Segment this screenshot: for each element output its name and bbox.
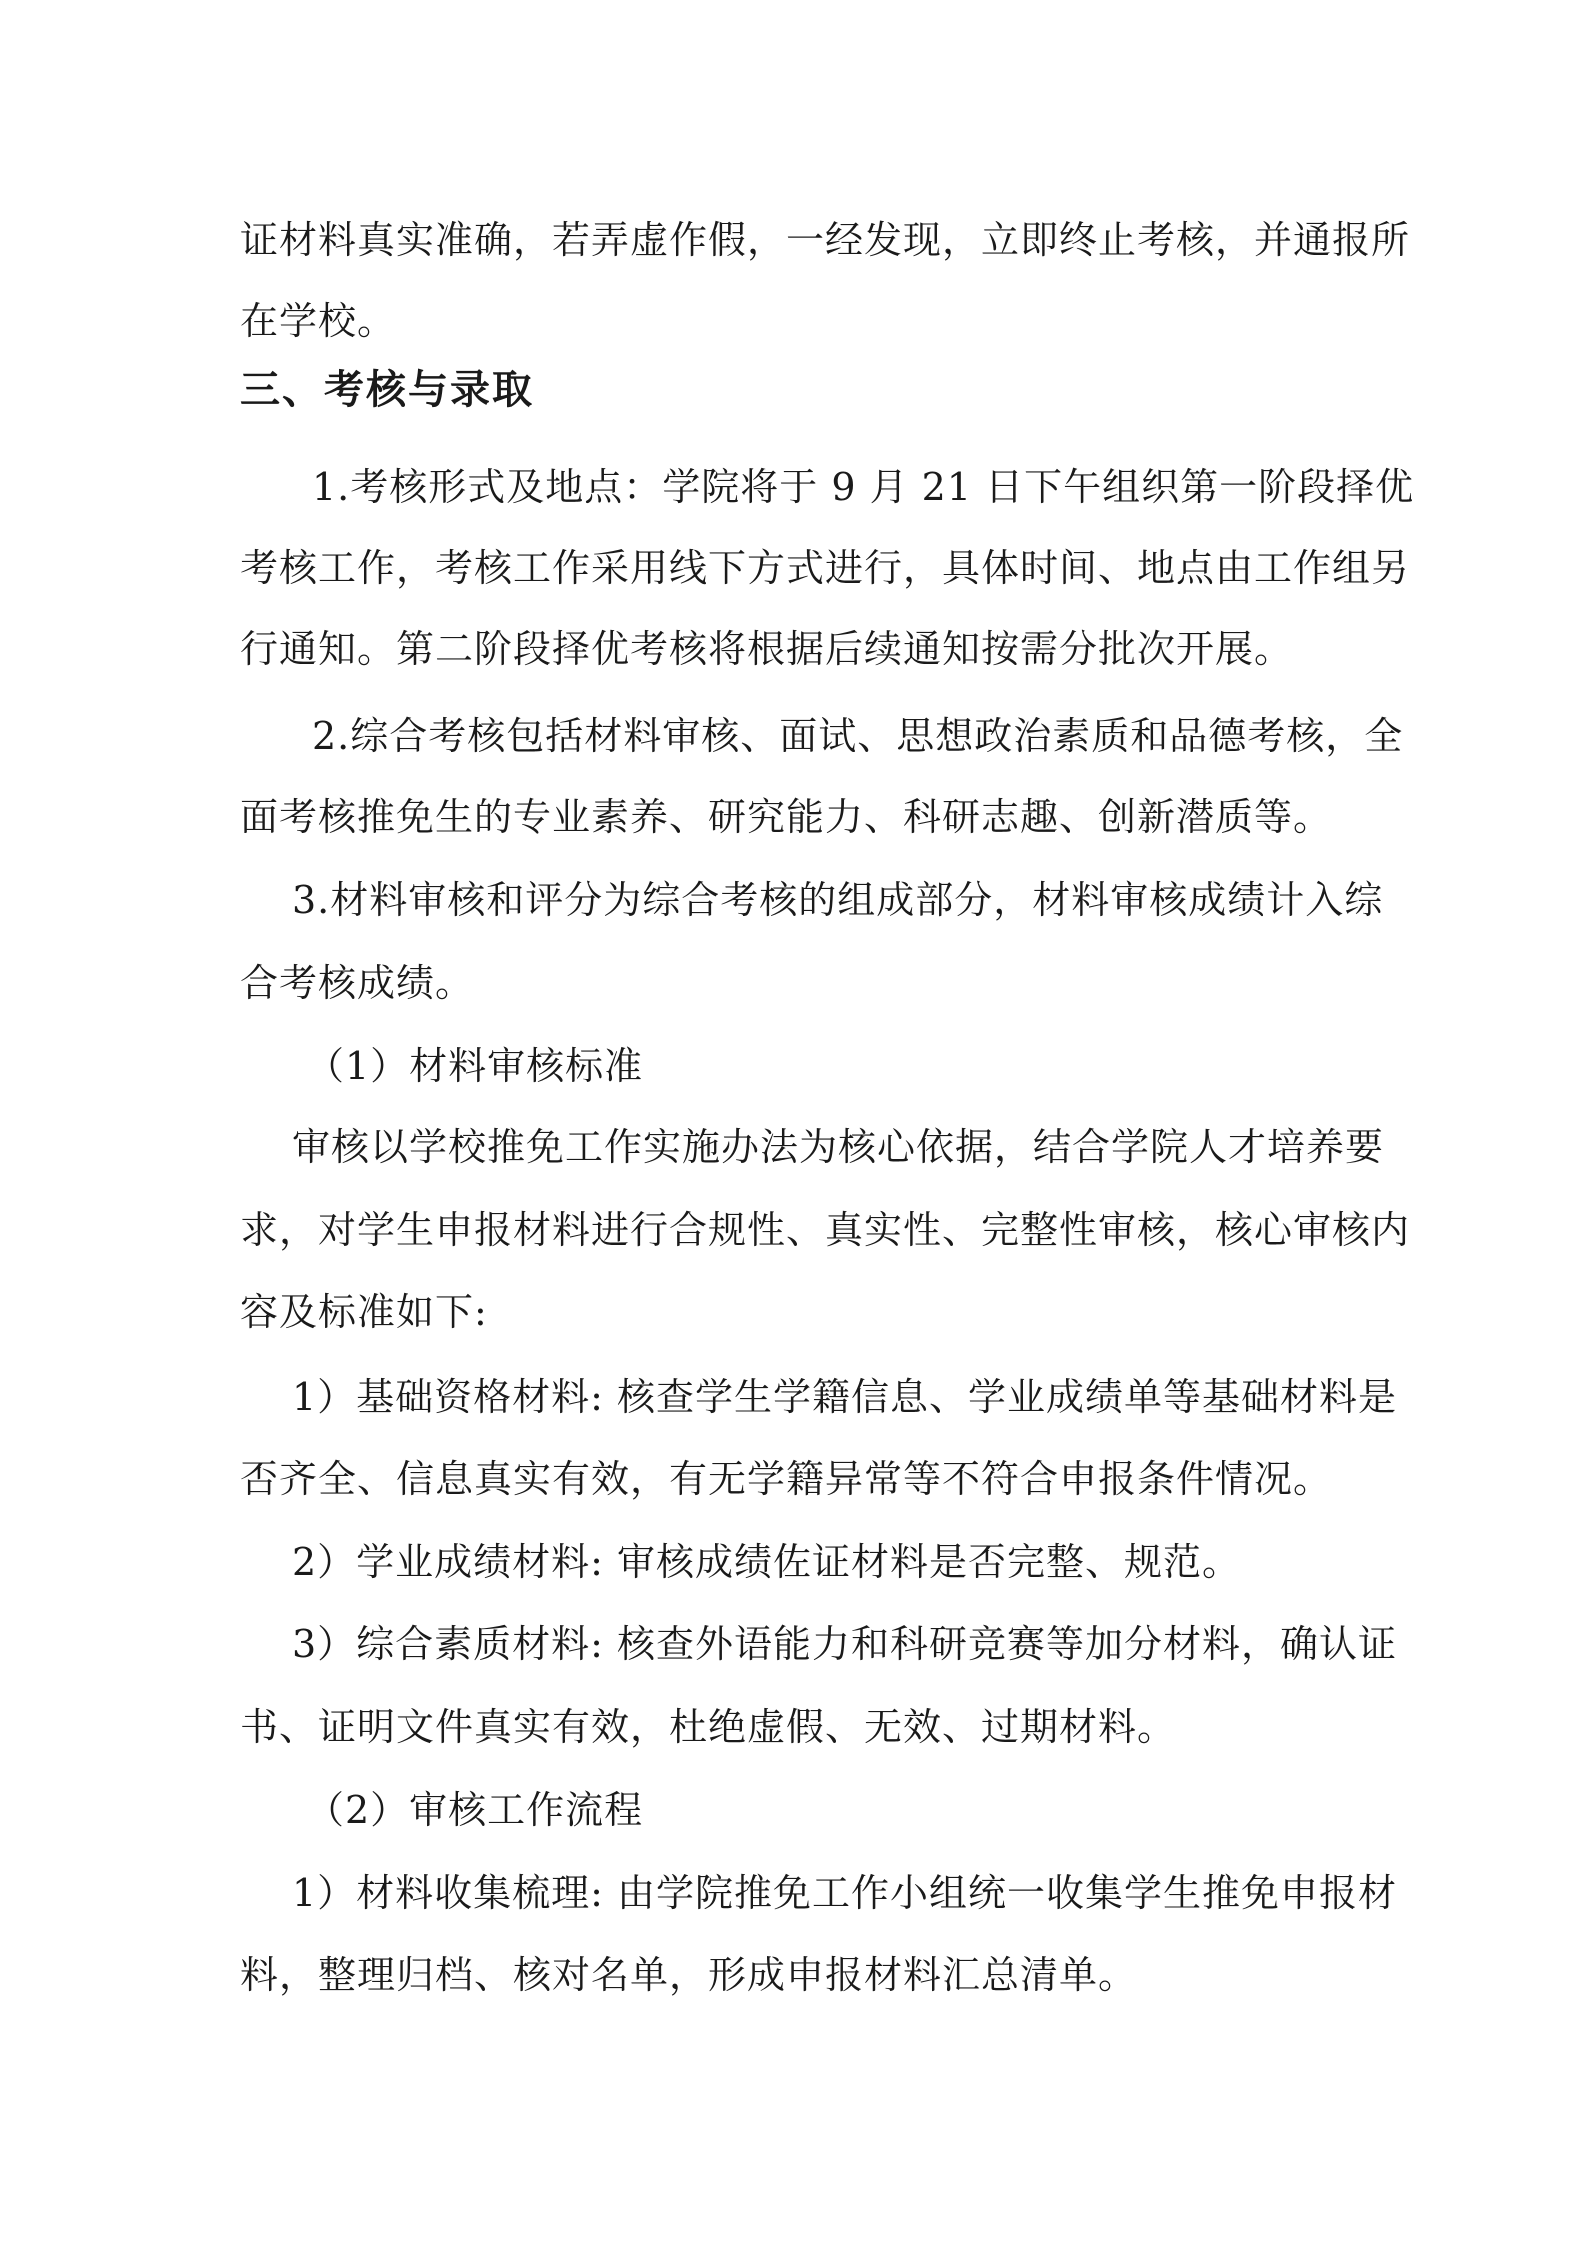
sub2-point-1-line: 1）材料收集梳理: 由学院推免工作小组统一收集学生推免申报材 xyxy=(292,1871,1398,1915)
sub1-intro-line: 求，对学生申报材料进行合规性、真实性、完整性审核，核心审核内 xyxy=(240,1208,1411,1252)
sub1-point-1-line: 1）基础资格材料: 核查学生学籍信息、学业成绩单等基础材料是 xyxy=(292,1375,1398,1419)
sub1-point-3-line: 3）综合素质材料: 核查外语能力和科研竞赛等加分材料，确认证 xyxy=(292,1622,1398,1666)
paragraph-line: 在学校。 xyxy=(240,299,397,343)
item-1-line: 行通知。第二阶段择优考核将根据后续通知按需分批次开展。 xyxy=(240,627,1294,671)
sub1-point-2-line: 2）学业成绩材料: 审核成绩佐证材料是否完整、规范。 xyxy=(292,1540,1242,1584)
sub1-intro-line: 审核以学校推免工作实施办法为核心依据，结合学院人才培养要 xyxy=(292,1125,1385,1169)
sub1-point-1-line: 否齐全、信息真实有效，有无学籍异常等不符合申报条件情况。 xyxy=(240,1457,1333,1501)
section-heading: 三、考核与录取 xyxy=(240,367,534,413)
item-3-line: 3.材料审核和评分为综合考核的组成部分，材料审核成绩计入综 xyxy=(292,878,1384,922)
item-1-line: 考核工作，考核工作采用线下方式进行，具体时间、地点由工作组另 xyxy=(240,546,1411,590)
subsection-title: （2）审核工作流程 xyxy=(306,1788,644,1832)
item-1-line: 1.考核形式及地点：学院将于 9 月 21 日下午组织第一阶段择优 xyxy=(312,465,1415,509)
item-3-line: 合考核成绩。 xyxy=(240,961,475,1005)
sub1-intro-line: 容及标准如下: xyxy=(240,1290,488,1334)
subsection-title: （1）材料审核标准 xyxy=(306,1044,644,1088)
paragraph-line: 证材料真实准确，若弄虚作假，一经发现，立即终止考核，并通报所 xyxy=(240,218,1411,262)
sub1-point-3-line: 书、证明文件真实有效，杜绝虚假、无效、过期材料。 xyxy=(240,1705,1177,1749)
sub2-point-1-line: 料，整理归档、核对名单，形成申报材料汇总清单。 xyxy=(240,1953,1138,1997)
item-2-line: 面考核推免生的专业素养、研究能力、科研志趣、创新潜质等。 xyxy=(240,795,1333,839)
item-2-line: 2.综合考核包括材料审核、面试、思想政治素质和品德考核，全 xyxy=(312,714,1404,758)
